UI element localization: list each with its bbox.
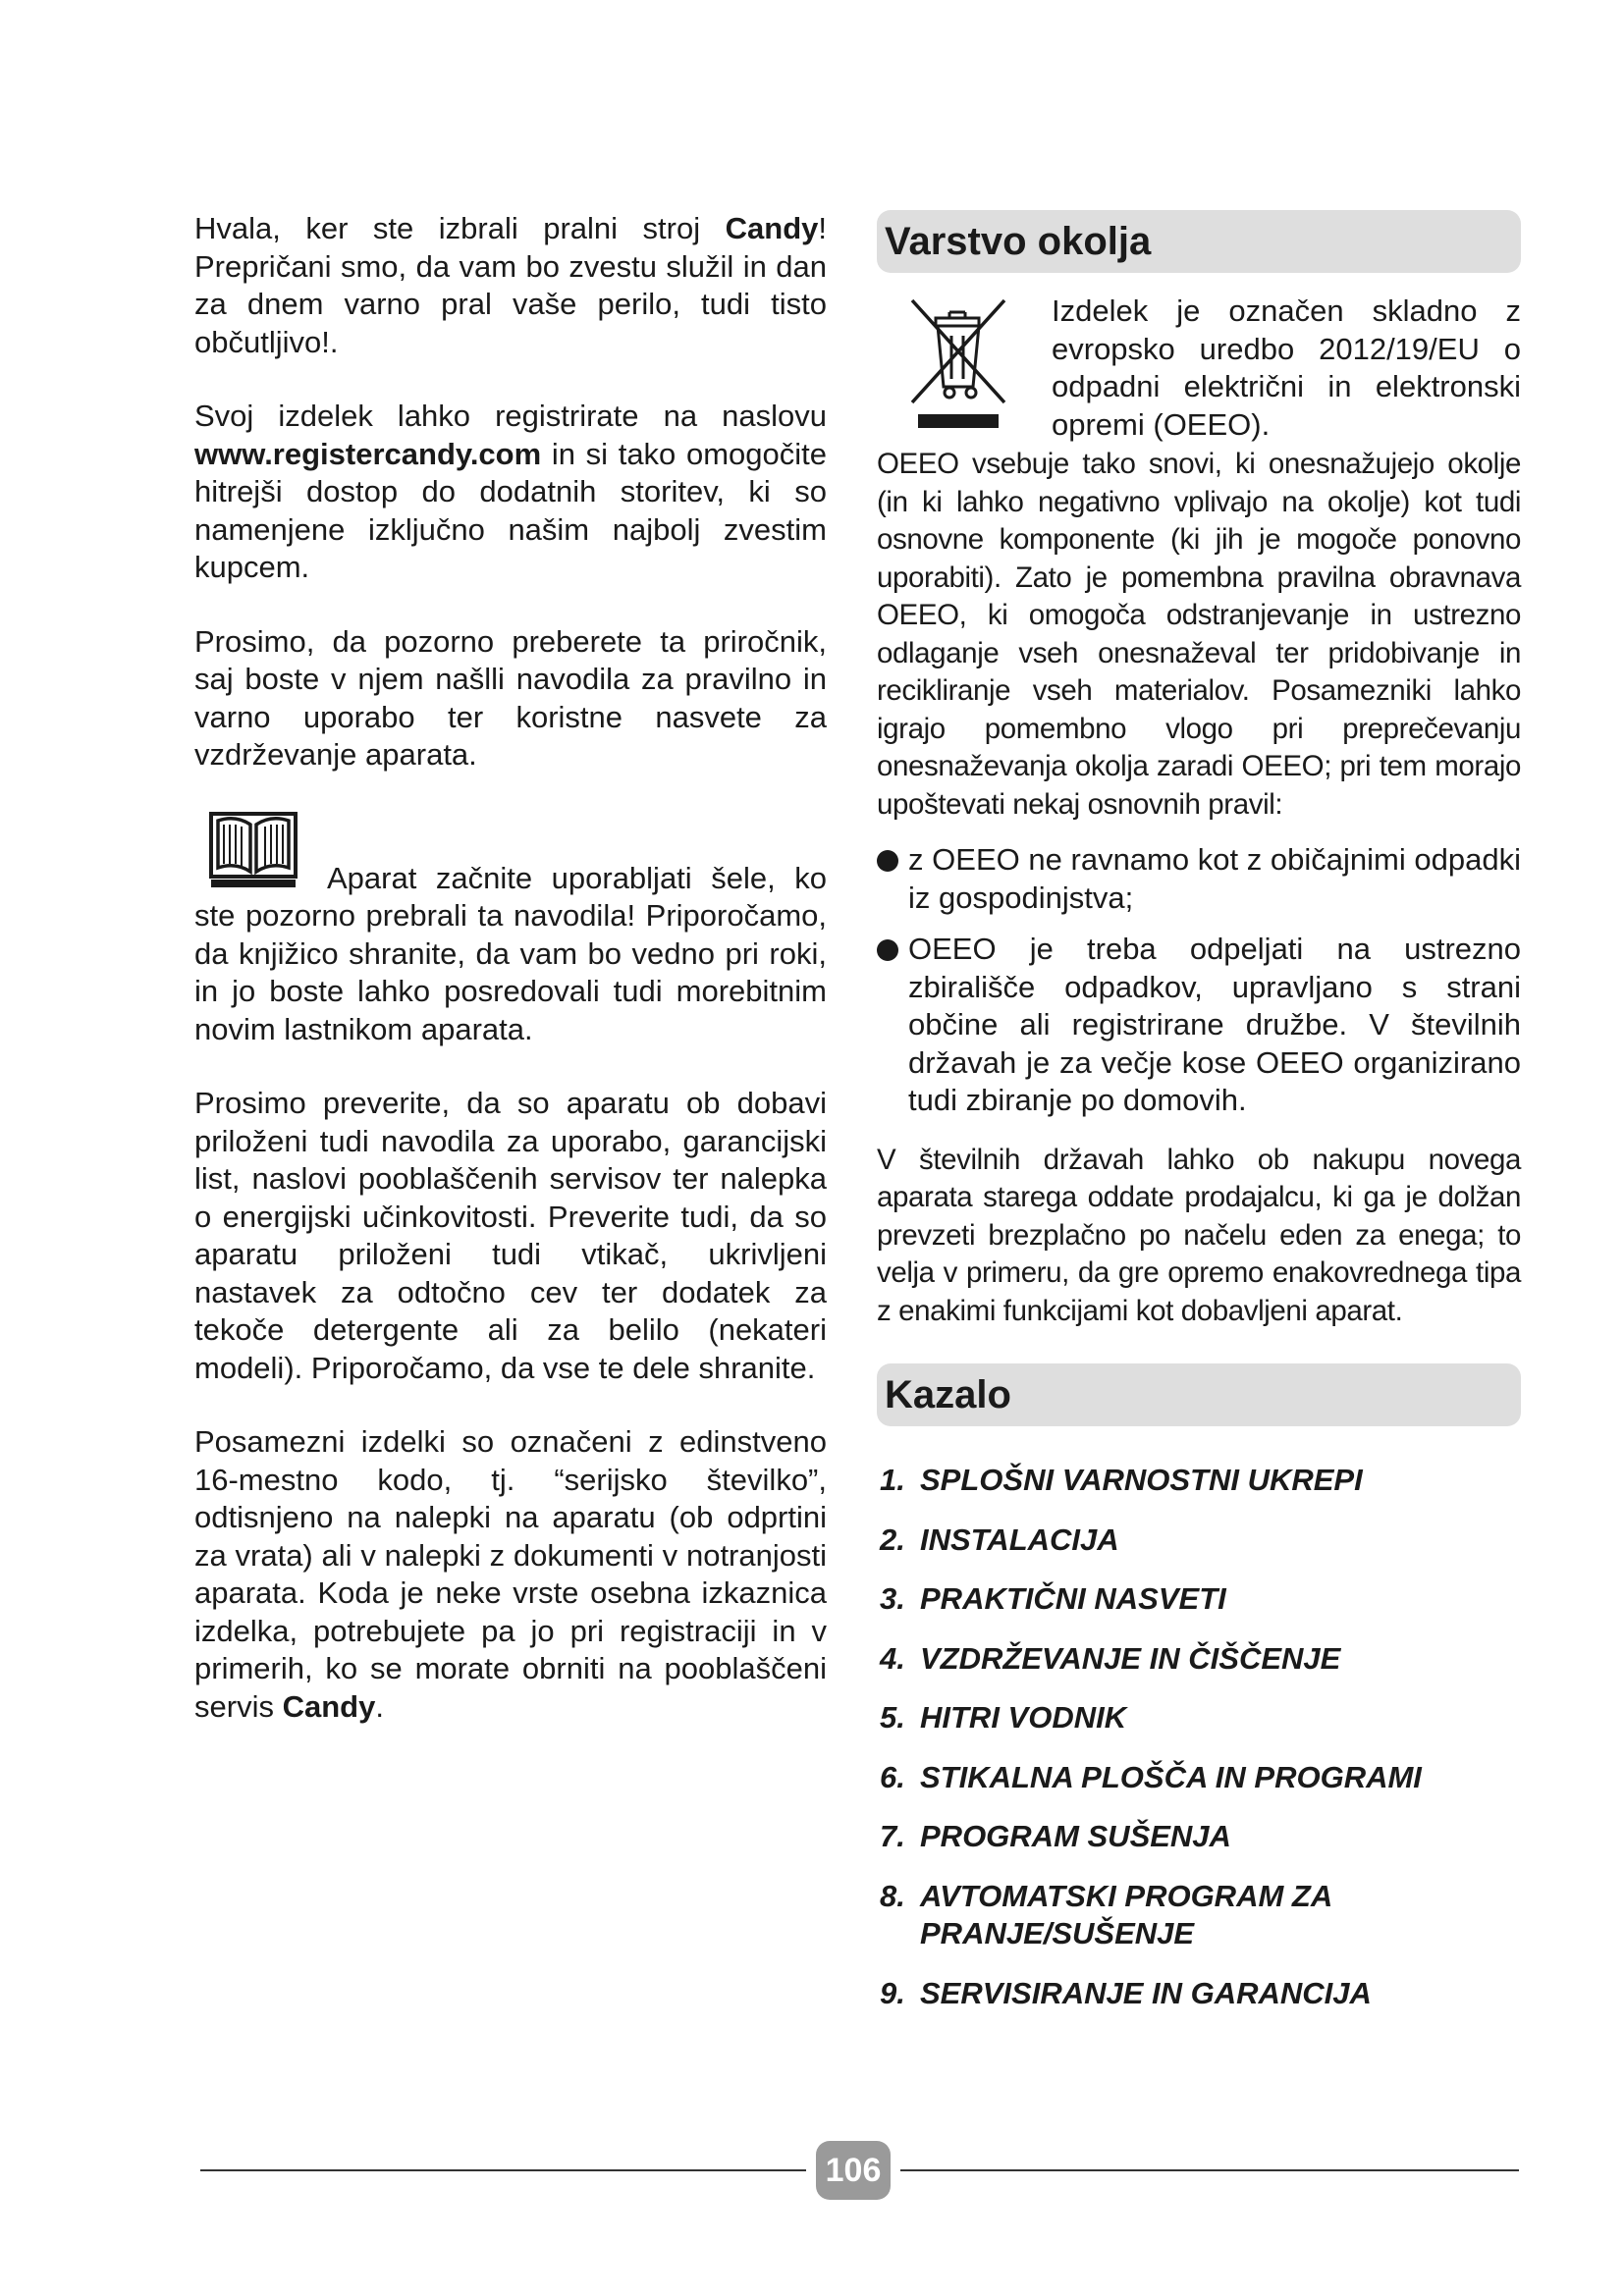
crossed-bin-icon <box>906 296 1012 434</box>
intro-text: Hvala, ker ste izbrali pralni stroj <box>194 211 726 245</box>
brand-name: Candy <box>725 211 819 245</box>
toc-number: 9. <box>880 1975 905 2010</box>
footer-rule-left <box>200 2169 806 2171</box>
toc-title: HITRI VODNIK <box>920 1700 1127 1735</box>
toc-title: AVTOMATSKI PROGRAM ZA PRANJE/SUŠENJE <box>920 1878 1332 1950</box>
toc-title: VZDRŽEVANJE IN ČIŠČENJE <box>920 1640 1341 1676</box>
toc-number: 6. <box>880 1759 905 1794</box>
toc-number: 7. <box>880 1819 905 1853</box>
bullet-dot-icon <box>877 939 898 961</box>
toc-title: INSTALACIJA <box>920 1522 1119 1557</box>
serial-paragraph <box>194 1423 827 1726</box>
serial-text-end: . <box>375 1688 384 1724</box>
toc-number: 3. <box>880 1581 905 1616</box>
list-item-text: OEEO je treba odpeljati na ustrezno zbirališče odpadkov, upravljano s strani občine ali registrirane družbe. V številnih državah je za večje kose OEEO organizirano tudi zbiranje po domovih. <box>908 932 1521 1117</box>
toc-title: PROGRAM SUŠENJA <box>920 1819 1231 1853</box>
toc-item[interactable] <box>880 1462 1521 1500</box>
manual-note-text: Aparat začnite uporabljati šele, ko ste pozorno prebrali ta navodila! Priporočamo, da knjižico shranite, da vam bo vedno pri roki, in jo boste lahko posredovali tudi morebitnim novim lastnikom aparata. <box>194 860 827 1046</box>
intro-text-end: ! Prepričani smo, da vam bo zvestu služil in dan za dnem varno pral vaše perilo, tudi tisto občutljivo!. <box>194 211 827 359</box>
toc-item[interactable] <box>880 1759 1521 1797</box>
environment-heading: Varstvo okolja <box>877 210 1521 273</box>
toc-item[interactable] <box>880 1818 1521 1856</box>
toc-item[interactable] <box>880 1640 1521 1679</box>
toc-item[interactable] <box>880 1878 1521 1953</box>
read-manual-paragraph: Prosimo, da pozorno preberete ta priročnik, saj boste v njem našlli navodila za pravilno in varno uporabo ter koristne nasvete za vzdrževanje aparata. <box>194 623 827 772</box>
oeeo-paragraph: OEEO vsebuje tako snovi, ki onesnažujejo okolje (in ki lahko negativno vplivajo na okolje) kot tudi osnovne komponente (ki jih je mogoče ponovno uporabiti). Zato je pomembna pravilna obravnava OEEO, ki omogoča odstranjevanje in ustrezno odlaganje vseh onesnaževal ter pridobivanje in recikliranje vseh materialov. Posamezniki lahko igrajo pomembno vlogo pri preprečevanju onesnaževanja okolja zaradi OEEO; pri tem morajo upoštevati nekaj osnovnih pravil: <box>877 448 1521 821</box>
toc-title: STIKALNA PLOŠČA IN PROGRAMI <box>920 1759 1422 1794</box>
oeeo-rules-list <box>877 841 1521 1120</box>
toc-number: 4. <box>880 1640 905 1676</box>
page-number: 106 <box>816 2141 891 2200</box>
toc-title: SERVISIRANJE IN GARANCIJA <box>920 1975 1372 2010</box>
retailer-paragraph: V številnih državah lahko ob nakupu novega aparata starega oddate prodajalcu, ki ga je dolžan prevzeti brezplačno po načelu eden za enega; to velja v primeru, da gre opremo enakovrednega tipa z enakimi funkcijami kot dobavljeni aparat. <box>877 1143 1521 1327</box>
list-item-text: z OEEO ne ravnamo kot z običajnimi odpadki iz gospodinjstva; <box>908 842 1521 915</box>
toc-number: 8. <box>880 1878 905 1913</box>
table-of-contents <box>877 1462 1521 2012</box>
toc-item[interactable] <box>880 1975 1521 2013</box>
toc-item[interactable] <box>880 1580 1521 1619</box>
bullet-dot-icon <box>877 850 898 872</box>
manual-note-block <box>194 811 827 1049</box>
manual-book-icon <box>208 811 298 891</box>
register-url: www.registercandy.com <box>194 436 542 471</box>
toc-number: 2. <box>880 1522 905 1557</box>
right-column <box>877 210 1521 2034</box>
toc-title: SPLOŠNI VARNOSTNI UKREPI <box>920 1463 1363 1497</box>
left-column <box>194 210 827 1762</box>
toc-heading: Kazalo <box>877 1363 1521 1426</box>
list-item <box>877 841 1521 917</box>
toc-item[interactable] <box>880 1522 1521 1560</box>
register-text-end: in si tako omogočite hitrejši dostop do dodatnih storitev, ki so namenjene izključno našim najbolj zvestim kupcem. <box>194 436 827 584</box>
toc-number: 5. <box>880 1700 905 1735</box>
toc-title: PRAKTIČNI NASVETI <box>920 1581 1226 1616</box>
weee-block <box>877 293 1521 444</box>
check-items-paragraph: Prosimo preverite, da so aparatu ob dobavi priloženi tudi navodila za uporabo, garancijski list, naslovi pooblaščenih servisov ter nalepka o energijski učinkovitosti. Preverite tudi, da so aparatu priloženi tudi vtikač, ukrivljeni nastavek za odtočno cev ter dodatek za tekoče detergente ali za belilo (nekateri modeli). Priporočamo, da vse te dele shranite. <box>194 1086 827 1385</box>
serial-text: Posamezni izdelki so označeni z edinstveno 16-mestno kodo, tj. “serijsko številko”, odtisnjeno na nalepki na aparatu (ob odprtini za vrata) ali v nalepki z dokumenti v notranjosti aparata. Koda je neke vrste osebna izkaznica izdelka, potrebujete pa jo pri registraciji in v primerih, ko se morate obrniti na pooblaščeni servis <box>194 1424 827 1724</box>
intro-paragraph <box>194 210 827 361</box>
toc-number: 1. <box>880 1463 905 1497</box>
toc-item[interactable] <box>880 1699 1521 1737</box>
register-paragraph <box>194 398 827 587</box>
register-text: Svoj izdelek lahko registrirate na naslovu <box>194 399 827 433</box>
weee-text: Izdelek je označen skladno z evropsko uredbo 2012/19/EU o odpadni električni in elektronski opremi (OEEO). <box>1052 294 1521 442</box>
footer-rule-right <box>900 2169 1519 2171</box>
serial-brand: Candy <box>282 1688 376 1724</box>
list-item <box>877 931 1521 1120</box>
